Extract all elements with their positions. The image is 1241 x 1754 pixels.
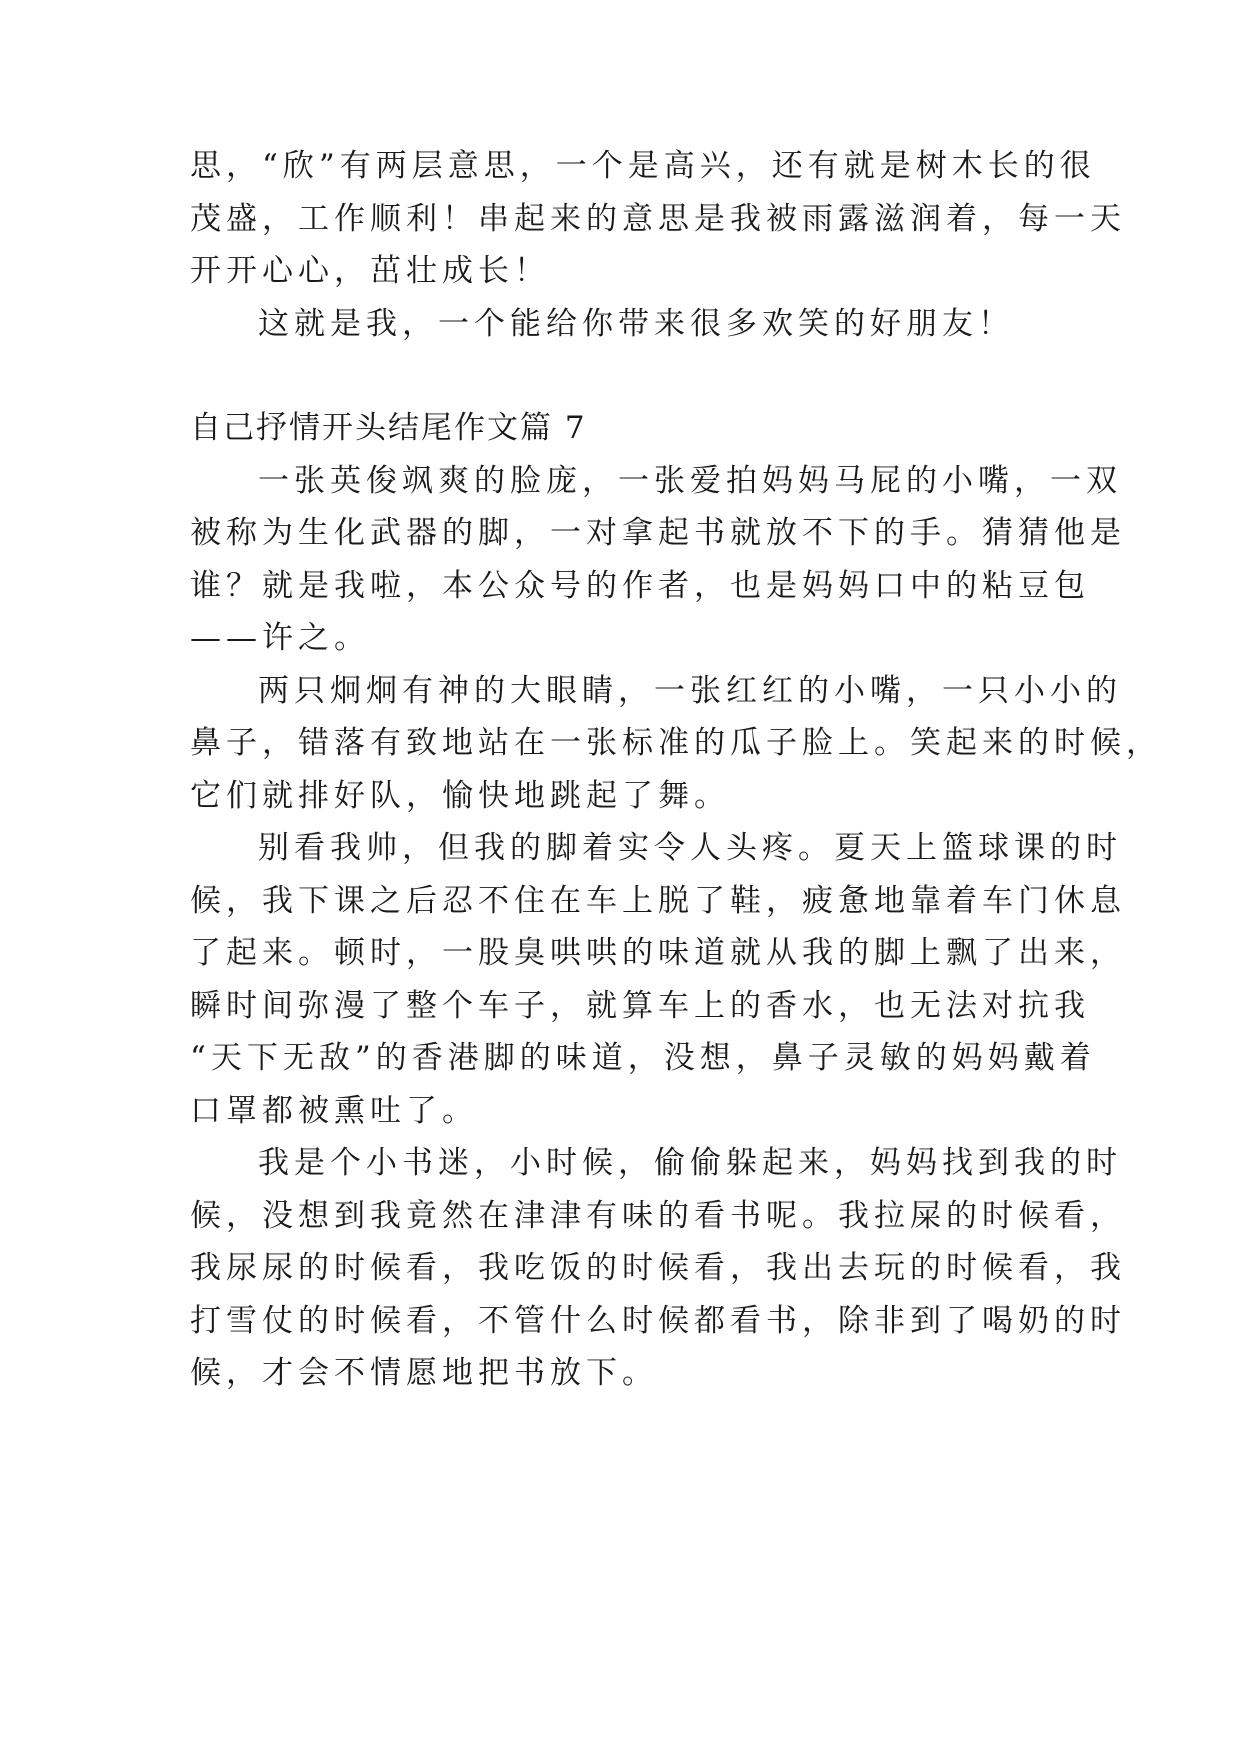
- text-line: 瞬时间弥漫了整个车子，就算车上的香水，也无法对抗我: [190, 988, 1090, 1024]
- text-line: 这就是我，一个能给你带来很多欢笑的好朋友！: [258, 306, 1014, 342]
- text-line: 谁？就是我啦，本公众号的作者，也是妈妈口中的粘豆包: [190, 568, 1090, 604]
- text-line: 了起来。顿时，一股臭哄哄的味道就从我的脚上飘了出来，: [190, 935, 1126, 971]
- text-line: 茂盛，工作顺利！串起来的意思是我被雨露滋润着，每一天: [190, 201, 1126, 237]
- text-line: 被称为生化武器的脚，一对拿起书就放不下的手。猜猜他是: [190, 515, 1126, 551]
- section-title: 自己抒情开头结尾作文篇 7: [190, 410, 587, 446]
- text-line: 开开心心，茁壮成长！: [190, 253, 550, 289]
- text-line: ——许之。: [190, 620, 370, 656]
- text-line: 候，没想到我竟然在津津有味的看书呢。我拉屎的时候看，: [190, 1198, 1126, 1234]
- text-line: 思，“欣”有两层意思，一个是高兴，还有就是树木长的很: [190, 148, 1096, 184]
- text-line: 两只炯炯有神的大眼睛，一张红红的小嘴，一只小小的: [258, 673, 1122, 709]
- text-line: 我是个小书迷，小时候，偷偷躲起来，妈妈找到我的时: [258, 1145, 1122, 1181]
- text-line: “天下无敌”的香港脚的味道，没想，鼻子灵敏的妈妈戴着: [190, 1040, 1096, 1076]
- text-line: 我尿尿的时候看，我吃饭的时候看，我出去玩的时候看，我: [190, 1250, 1126, 1286]
- text-line: 口罩都被熏吐了。: [190, 1093, 478, 1129]
- text-line: 打雪仗的时候看，不管什么时候都看书，除非到了喝奶的时: [190, 1303, 1126, 1339]
- text-line: 鼻子，错落有致地站在一张标准的瓜子脸上。笑起来的时候，: [190, 725, 1162, 761]
- text-line: 一张英俊飒爽的脸庞，一张爱拍妈妈马屁的小嘴，一双: [258, 463, 1122, 499]
- text-line: 候，我下课之后忍不住在车上脱了鞋，疲惫地靠着车门休息: [190, 883, 1126, 919]
- text-line: 它们就排好队，愉快地跳起了舞。: [190, 778, 730, 814]
- text-line: 别看我帅，但我的脚着实令人头疼。夏天上篮球课的时: [258, 830, 1122, 866]
- text-line: 候，才会不情愿地把书放下。: [190, 1355, 658, 1391]
